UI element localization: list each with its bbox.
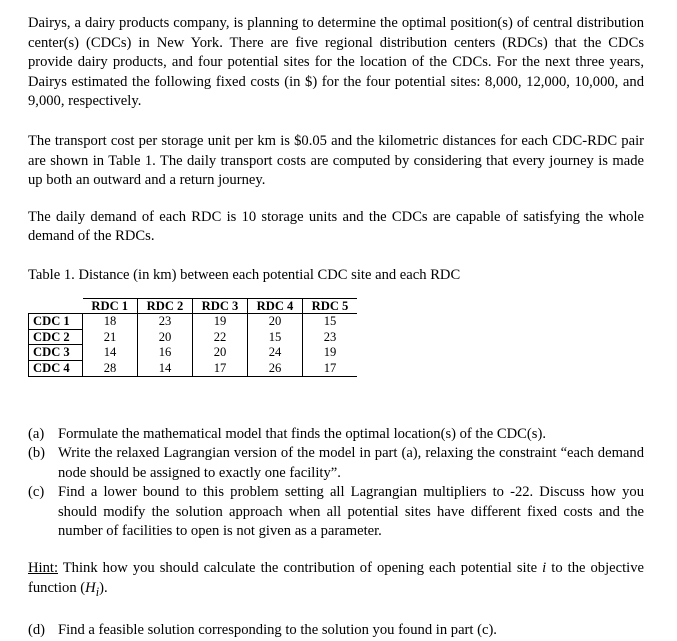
table-cell: 15 xyxy=(248,329,303,345)
table-row xyxy=(29,360,358,376)
question-text: Formulate the mathematical model that finds the optimal location(s) of the CDC(s). xyxy=(58,425,546,442)
hint-variable-i: i xyxy=(542,560,547,577)
table-cell: 17 xyxy=(193,360,248,376)
table-cell: 14 xyxy=(138,360,193,376)
table-cell: 23 xyxy=(138,314,193,330)
question-text: Find a feasible solution corresponding to the solution you found in part (c). xyxy=(58,622,497,639)
question-text: Find a lower bound to this problem setting all Lagrangian multipliers to -22. Discuss how you should modify the solution approach when all potential sites have different fixed costs and the number of facilities to open is not given as a parameter. xyxy=(58,484,644,540)
hint-text-middle: to the objective function ( xyxy=(28,560,644,596)
table-cell: 19 xyxy=(323,345,337,360)
question-b xyxy=(28,444,644,483)
table-cell: 26 xyxy=(248,360,303,376)
table-cell: 24 xyxy=(248,345,303,361)
table-row xyxy=(29,345,358,361)
question-label: (d) xyxy=(28,622,46,639)
table-cell: 19 xyxy=(193,314,248,330)
table-cell: 17 xyxy=(303,360,358,376)
table-header-row xyxy=(29,298,358,314)
hint-variable-h: H xyxy=(85,579,96,596)
table-cell: 14 xyxy=(83,345,138,361)
hint-label: Hint: xyxy=(28,560,58,577)
table-cell: 23 xyxy=(323,329,337,344)
table-corner xyxy=(29,298,83,314)
hint-variable-subscript: i xyxy=(95,584,100,599)
question-label: (b) xyxy=(28,445,46,462)
table-cell: 20 xyxy=(138,329,193,345)
row-header: CDC 2 xyxy=(29,329,83,345)
document-page xyxy=(28,14,644,641)
hint-text-after: ). xyxy=(99,579,108,596)
question-text: Write the relaxed Lagrangian version of the model in part (a), relaxing the constraint “each demand node should be assigned to exactly one facility”. xyxy=(58,445,644,481)
table-row xyxy=(29,314,358,330)
question-c xyxy=(28,483,644,542)
table-caption: Table 1. Distance (in km) between each potential CDC site and each RDC xyxy=(28,266,461,283)
table-cell: 16 xyxy=(138,345,193,361)
row-header: CDC 3 xyxy=(29,345,83,361)
demand-paragraph: The daily demand of each RDC is 10 storage units and the CDCs are capable of satisfying the whole demand of the RDCs. xyxy=(28,208,644,245)
table-cell: 18 xyxy=(83,314,138,330)
table-cell: 20 xyxy=(193,345,248,361)
question-label: (a) xyxy=(28,425,45,442)
row-header: CDC 1 xyxy=(29,314,83,330)
distance-table xyxy=(28,298,357,377)
column-header: RDC 2 xyxy=(138,298,193,314)
hint-paragraph xyxy=(28,559,644,602)
table-row xyxy=(29,329,358,345)
hint-text-before: Think how you should calculate the contribution of opening each potential site xyxy=(58,560,543,577)
column-header: RDC 3 xyxy=(193,298,248,314)
table-cell: 22 xyxy=(193,329,248,345)
question-list xyxy=(28,425,644,543)
table-cell: 15 xyxy=(323,314,337,329)
question-d xyxy=(28,621,644,641)
column-header: RDC 5 xyxy=(303,298,358,314)
question-label: (c) xyxy=(28,484,45,501)
table-cell: 20 xyxy=(248,314,303,330)
column-header: RDC 1 xyxy=(83,298,138,314)
question-a xyxy=(28,425,644,445)
table-cell: 21 xyxy=(83,329,138,345)
intro-paragraph: Dairys, a dairy products company, is planning to determine the optimal position(s) of central distribution center(s) (CDCs) in New York. There are five regional distribution centers (RDCs) that the CDCs provide dairy products, and four potential sites for the location of the CDCs. For the next three years, Dairys estimated the following fixed costs (in $) for the four potential sites: 8,000, 12,000, 10,000, and 9,000, respectively. xyxy=(28,15,644,110)
row-header: CDC 4 xyxy=(29,360,83,376)
table-cell: 28 xyxy=(83,360,138,376)
transport-cost-paragraph: The transport cost per storage unit per km is $0.05 and the kilometric distances for each CDC-RDC pair are shown in Table 1. The daily transport costs are computed by considering that every journey is made up both an outward and a return journey. xyxy=(28,132,644,189)
column-header: RDC 4 xyxy=(248,298,303,314)
